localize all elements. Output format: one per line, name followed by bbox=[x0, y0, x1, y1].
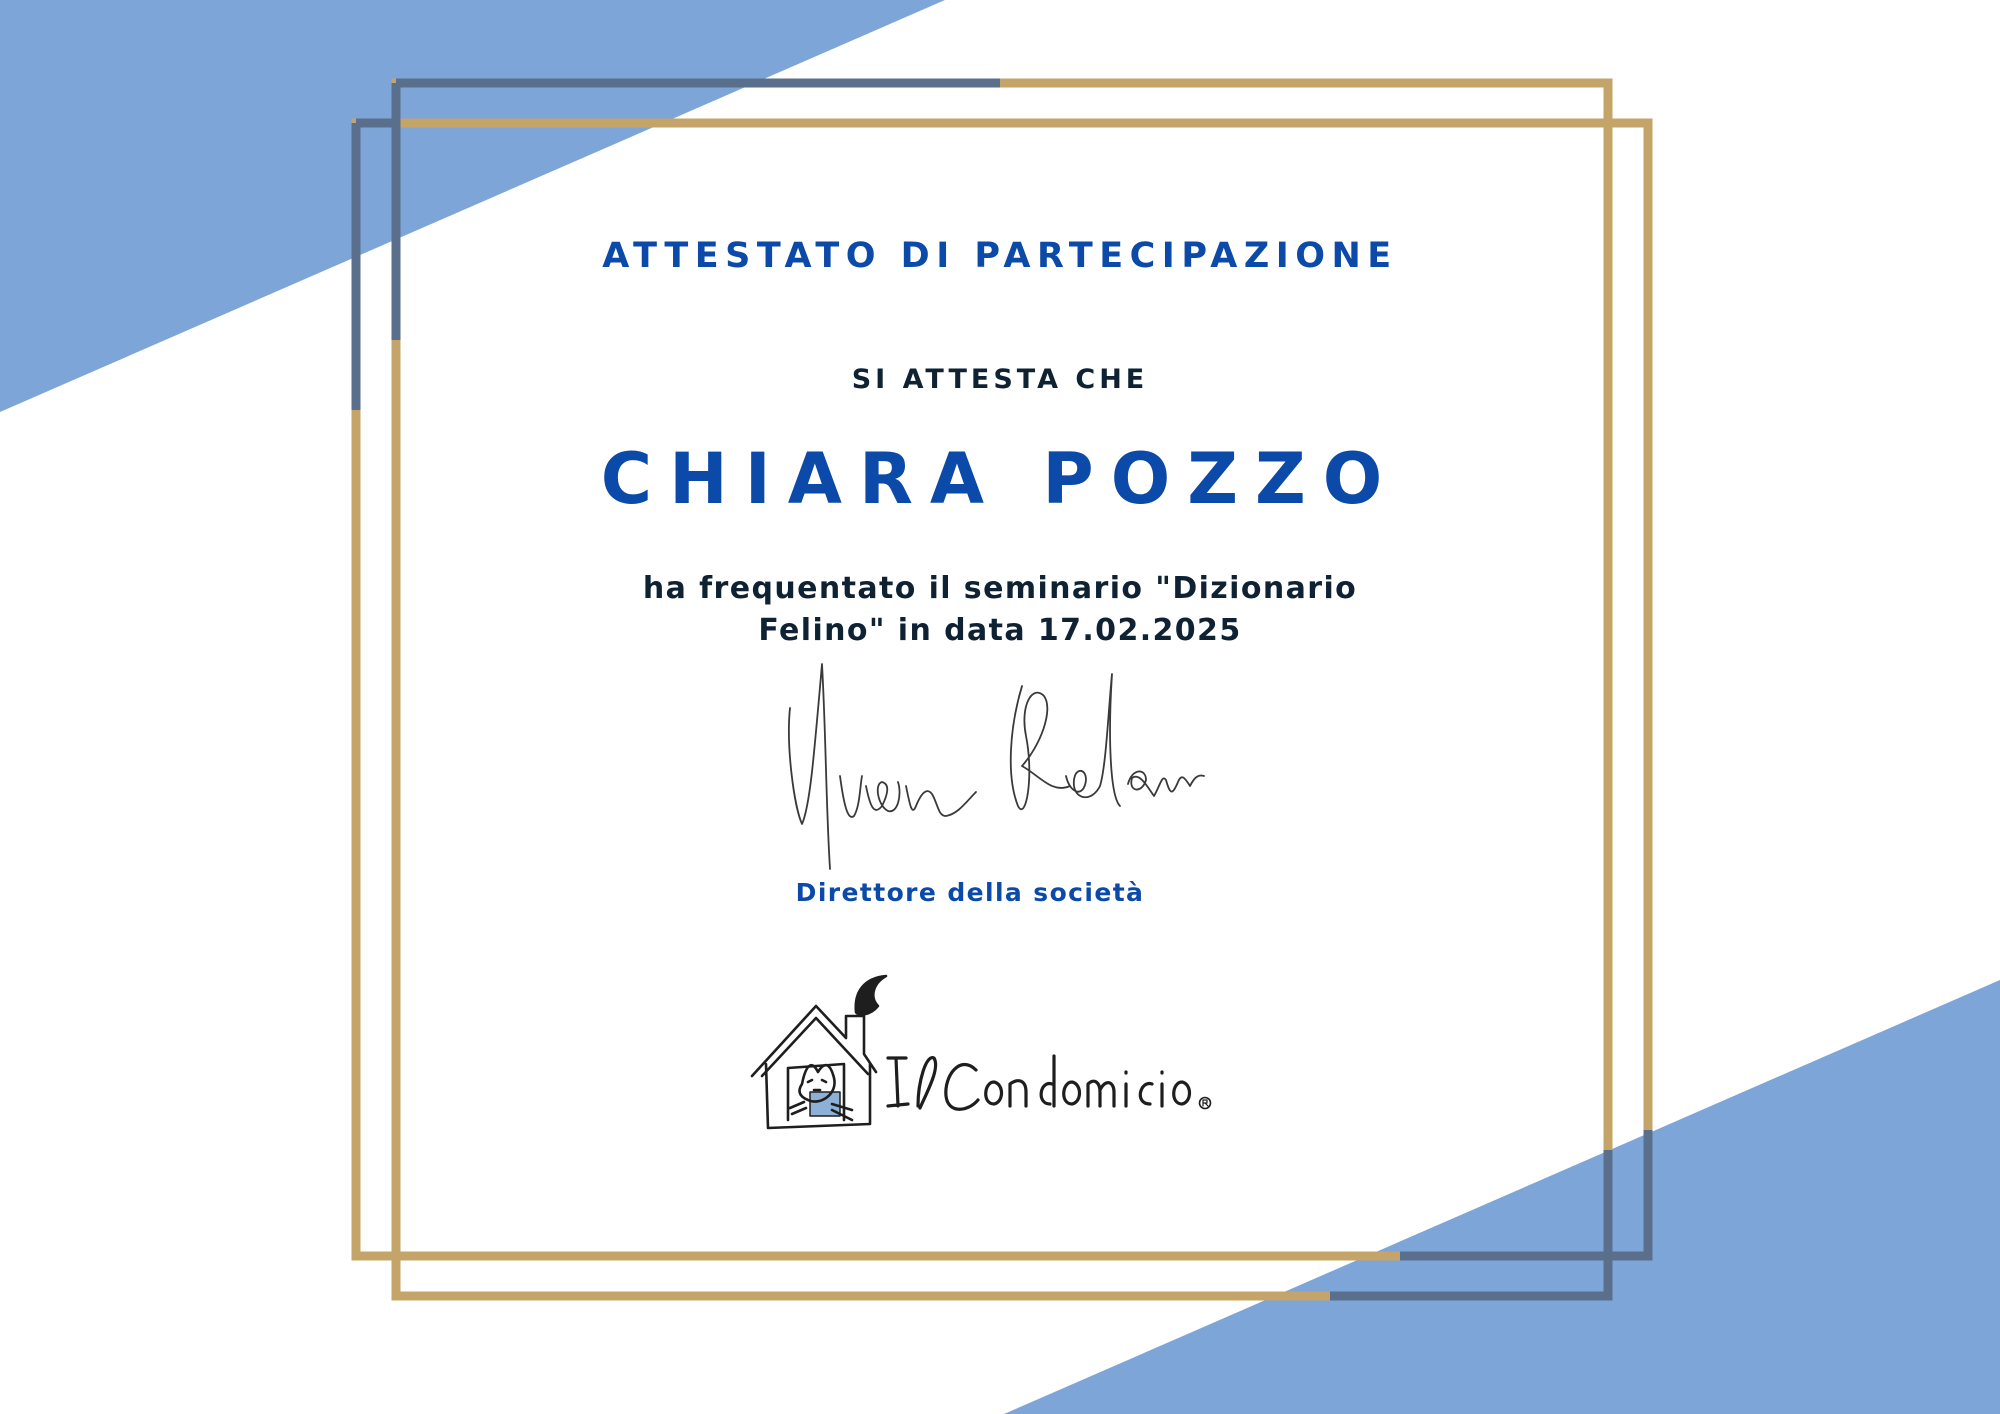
attest-line: SI ATTESTA CHE bbox=[851, 364, 1149, 395]
certificate-body: ha frequentato il seminario "Dizionario Felino" in data 17.02.2025 bbox=[642, 571, 1358, 648]
top-left-blue-triangle bbox=[0, 0, 945, 412]
signature-image bbox=[770, 656, 1210, 876]
certificate-title: ATTESTATO DI PARTECIPAZIONE bbox=[602, 236, 1398, 276]
house-cat-icon bbox=[752, 976, 886, 1128]
company-logo bbox=[748, 972, 1218, 1142]
logo-wordmark-lettering bbox=[888, 1056, 1211, 1109]
signer-role-label: Direttore della società bbox=[795, 878, 1145, 907]
recipient-name: CHIARA POZZO bbox=[600, 438, 1400, 520]
